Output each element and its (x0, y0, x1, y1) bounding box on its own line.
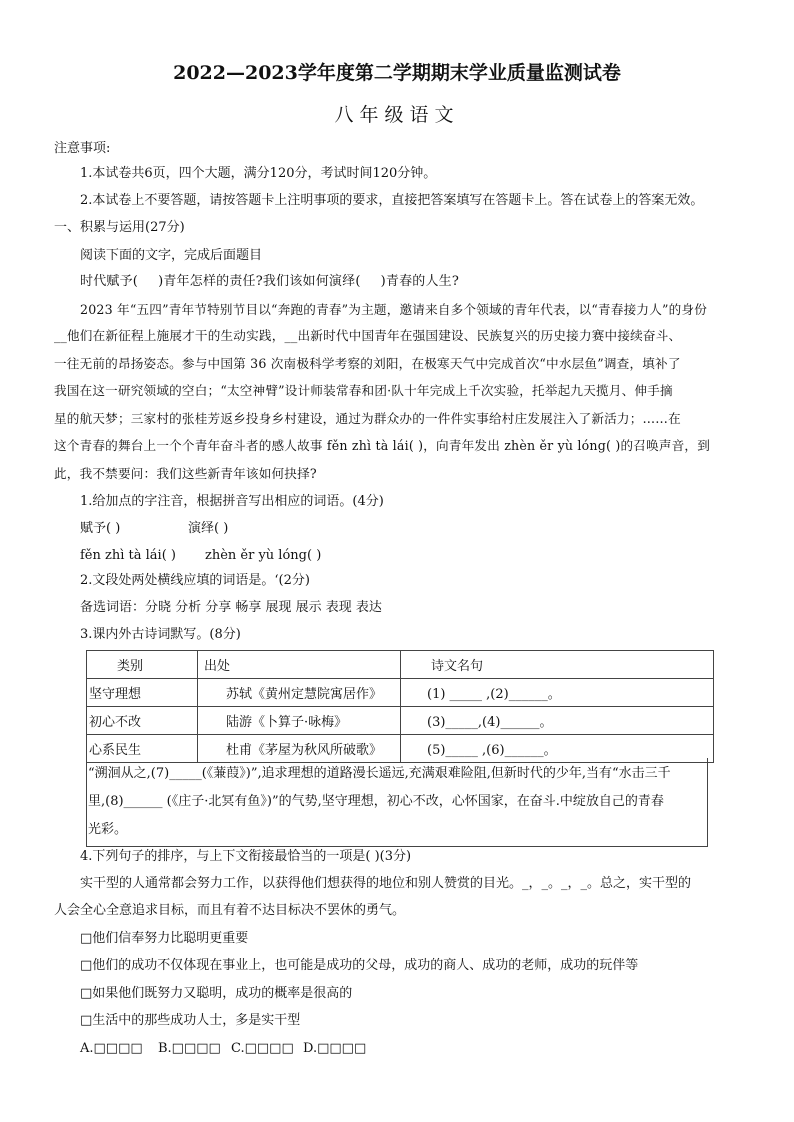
table-cell: (1) _____ ,(2)______。 (401, 679, 714, 707)
notes-heading: 注意事项: (54, 141, 111, 156)
q4-stem: 4.下列句子的排序，与上下文衔接最恰当的一项是( )(3分) (80, 849, 412, 864)
q4-item: □生活中的那些成功人士，多是实干型 (80, 1013, 301, 1028)
table-cell: 坚守理想 (87, 679, 198, 707)
q1-item-c: fěn zhì tà lái( ) (80, 548, 176, 563)
lead-part-b: )青年怎样的责任?我们该如何演绎( (158, 274, 361, 289)
q1-item-d: zhèn ěr yù lóng( ) (205, 548, 322, 563)
q3-stem: 3.课内外古诗词默写。(8分) (80, 627, 241, 642)
table-row (87, 679, 714, 707)
q1-item-a: 赋予( ) (80, 521, 121, 536)
q2-stem: 2.文段处两处横线应填的词语是。‘(2分) (80, 573, 310, 588)
poetry-passage-line: 光彩。 (88, 822, 128, 837)
passage-line: 此，我不禁要问：我们这些新青年该如何抉择? (54, 466, 317, 481)
section-heading: 一、积累与运用(27分) (54, 220, 185, 235)
table-header-cell: 出处 (198, 651, 401, 679)
passage-line: 我国在这一研究领域的空白；“太空神臂”设计师装常春和团·队十年完成上千次实验，托举起九天揽月、伸手摘 (54, 383, 673, 398)
poetry-passage-line: “溯洄从之,(7)_____(《蒹葭》)”,追求理想的道路漫长遥远,充满艰难险阻,但新时代的少年,当有“水击三千 (88, 766, 671, 781)
poetry-passage-line: 里,(8)______ (《庄子·北冥有鱼》)”的气势,坚守理想，初心不改，心怀国家，在奋斗.中绽放自己的青春 (88, 794, 664, 809)
table-cell: (3)_____,(4)______。 (401, 707, 714, 735)
exam-subtitle: 八年级语文 (334, 104, 460, 126)
table-cell: 杜甫《茅屋为秋风所破歌》 (198, 735, 401, 763)
q2-options: 备选词语：分晓 分析 分享 畅享 展现 展示 表现 表达 (80, 600, 382, 615)
passage-line: 2023 年“五四”青年节特别节目以“奔跑的青春”为主题，邀请来自多个领域的青年代表，以“青春接力人”的身份 (80, 302, 708, 317)
q4-item: □如果他们既努力又聪明，成功的概率是很高的 (80, 986, 353, 1001)
exam-title: 2022—2023学年度第二学期期末学业质量监测试卷 (173, 62, 621, 84)
q4-choice-a[interactable]: A.□□□□ (80, 1041, 143, 1056)
q4-choice-c[interactable]: C.□□□□ (231, 1041, 294, 1056)
table-header-row (87, 651, 714, 679)
reading-instruction: 阅读下面的文字，完成后面题目 (80, 248, 263, 263)
lead-part-a: 时代赋予( (80, 274, 139, 289)
q4-item: □他们的成功不仅体现在事业上，也可能是成功的父母，成功的商人、成功的老师，成功的玩伴等 (80, 958, 639, 973)
q4-item: □他们信奉努力比聪明更重要 (80, 931, 249, 946)
table-cell: 初心不改 (87, 707, 198, 735)
notes-item-1: 1.本试卷共6页，四个大题，满分120分，考试时间120分钟。 (80, 166, 437, 181)
poetry-table (86, 650, 714, 763)
q4-choice-b[interactable]: B.□□□□ (158, 1041, 221, 1056)
table-row (87, 707, 714, 735)
lead-part-c: )青春的人生? (380, 274, 460, 289)
passage-line: __他们在新征程上施展才干的生动实践，__出新时代中国青年在强国建设、民族复兴的历史接力赛中接续奋斗、 (54, 328, 682, 343)
table-header-cell: 类别 (87, 651, 198, 679)
q1-item-b: 演绎( ) (188, 521, 229, 536)
table-header-cell: 诗文名句 (401, 651, 714, 679)
q1-stem: 1.给加点的字注音，根据拼音写出相应的词语。(4分) (80, 494, 384, 509)
passage-line: 这个青春的舞台上一个个青年奋斗者的感人故事 fěn zhì tà lái( )，向青年发出 zhèn ěr yù lóng( )的召唤声音，到 (54, 438, 710, 453)
q4-context-line: 人会全心全意追求目标，而且有着不达目标决不罢休的勇气。 (54, 903, 406, 918)
notes-item-2: 2.本试卷上不要答题，请按答题卡上注明事项的要求，直接把答案填写在答题卡上。答在试卷上的答案无效。 (80, 193, 704, 208)
lead-question (80, 273, 459, 291)
passage-line: 一往无前的昂扬姿态。参与中国第 36 次南极科学考察的刘阳，在极寒天气中完成首次“中水层鱼”调查，填补了 (54, 356, 681, 371)
table-cell: 陆游《卜算子·咏梅》 (198, 707, 401, 735)
q4-context-line: 实干型的人通常都会努力工作，以获得他们想获得的地位和别人赞赏的目光。_，_。_，_。总之，实干型的 (80, 876, 692, 891)
table-cell: (5)_____ ,(6)______。 (401, 735, 714, 763)
table-cell: 苏轼《黄州定慧院寓居作》 (198, 679, 401, 707)
q4-choice-d[interactable]: D.□□□□ (303, 1041, 367, 1056)
table-cell: 心系民生 (87, 735, 198, 763)
passage-line: 星的航天梦；三家村的张桂芳返乡投身乡村建设，通过为群众办的一件件实事给村庄发展注入了新活力；……在 (54, 411, 681, 426)
